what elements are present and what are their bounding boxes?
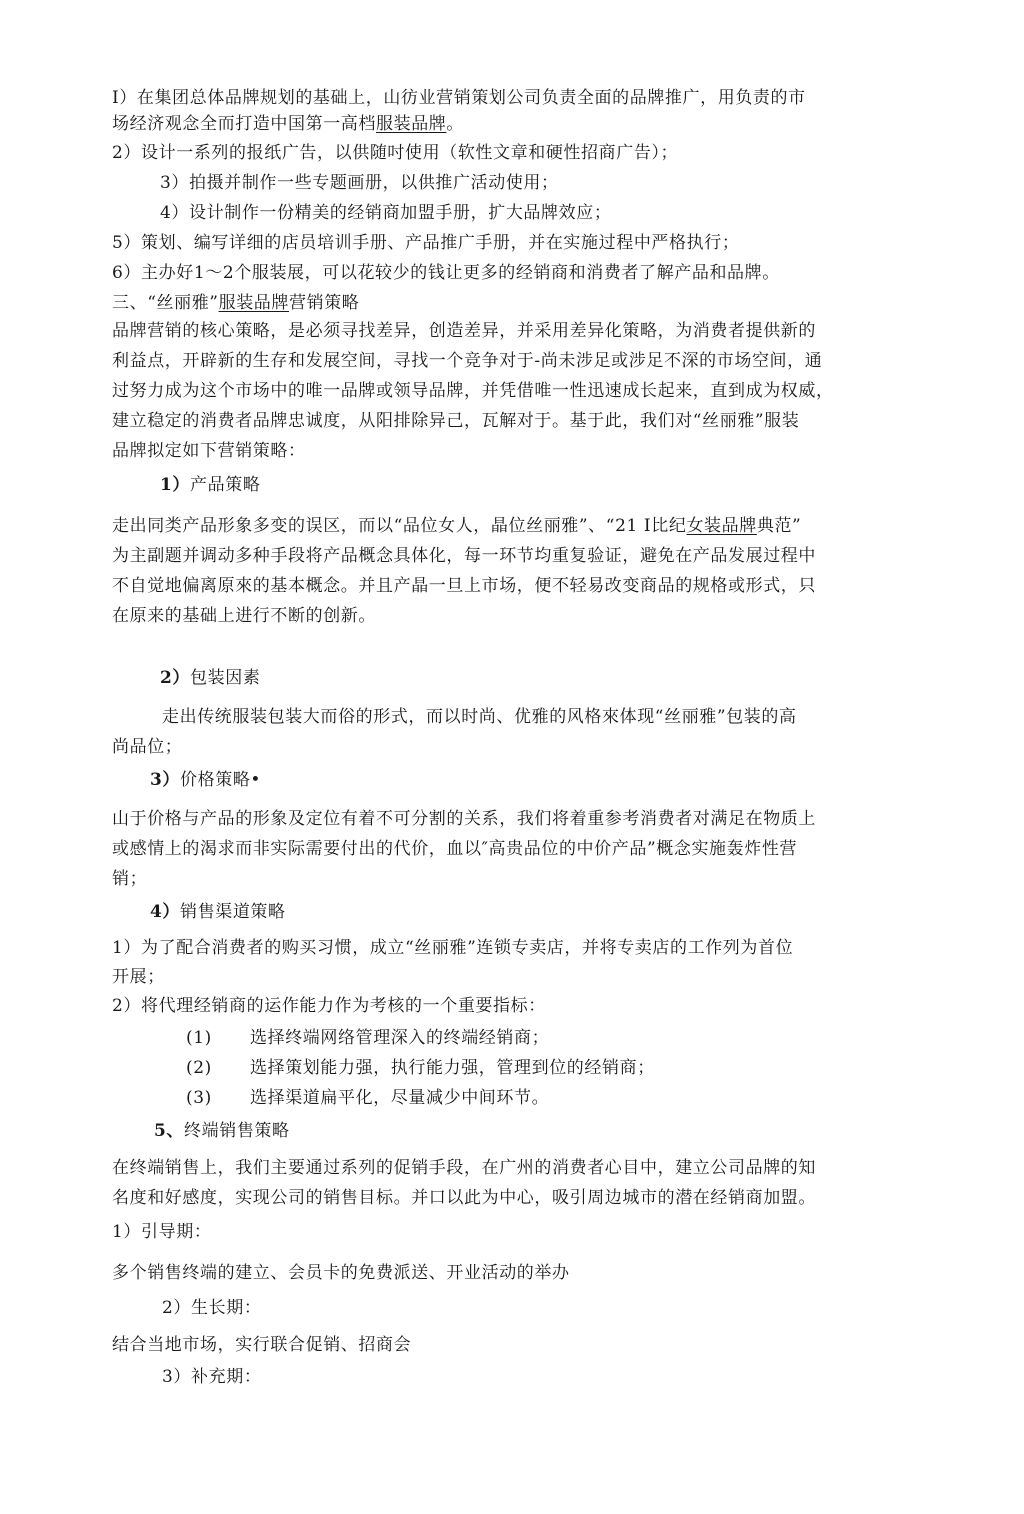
text-run: 走出同类产品形象多变的误区，而以“品位女人，晶位丝丽雅”、“21 I比纪 — [112, 516, 687, 536]
list-item: 2）设计一系列的报纸广告，以供随吋使用（软性文章和硬性招商广告）； — [112, 143, 679, 163]
subheading-text: 终端销售策略 — [184, 1121, 290, 1141]
list-item: 6）主办好1～2个服装展，可以花较少的钱让更多的经销商和消费者了解产品和品牌。 — [112, 263, 780, 283]
list-item: 4）设计制作一份精美的经销商加盟手册，扩大品牌效应； — [160, 203, 612, 223]
paragraph-line: 在终端销售上，我们主要通过系列的促销手段，在广州的消费者心目中，建立公司品牌的知 — [112, 1158, 816, 1178]
subheading-text: 产品策略 — [190, 475, 261, 495]
sub-list-number: (1) — [186, 1028, 212, 1048]
brand-link[interactable]: 服装品牌 — [218, 293, 289, 313]
paragraph-line: 尚品位； — [112, 737, 183, 757]
list-item: 5）策划、编写详细的店员培训手册、产品推广手册，并在实施过程中严格执行； — [112, 233, 740, 253]
subheading — [150, 769, 261, 791]
paragraph-line: 品牌营销的核心策略，是必须寻找差异，创造差异，并采用差异化策略，为消费者提供新的 — [112, 321, 816, 341]
paragraph-line — [112, 113, 464, 135]
list-item: 1）为了配合消费者的购买习惯，成立“丝丽雅”连锁专卖店，并将专卖店的工作列为首位 — [112, 938, 794, 958]
list-item: 2）将代理经销商的运作能力作为考核的一个重要指标： — [112, 996, 546, 1016]
paragraph-line: 结合当地市场，实行联合促销、招商会 — [112, 1335, 412, 1355]
subheading-number: 5、 — [154, 1121, 185, 1141]
brand-link[interactable]: 服装品牌 — [376, 114, 447, 134]
sub-list-text: 选择终端网络管理深入的终端经销商； — [250, 1028, 550, 1048]
subheading — [154, 1120, 290, 1142]
paragraph-line: 名度和好感度，实现公司的销售目标。并口以此为中心，吸引周边城市的潜在经销商加盟。 — [112, 1188, 816, 1208]
sub-list-item — [186, 1057, 655, 1079]
text-run: 场经济观念全而打造中国第一高档 — [112, 114, 376, 134]
text-run: 典范” — [756, 516, 802, 536]
sub-list-item — [186, 1087, 549, 1109]
subheading-number: 3） — [150, 770, 181, 790]
list-item: 3）拍摄并制作一些专题画册，以供推广活动使用； — [160, 173, 559, 193]
brand-link[interactable]: 女装品牌 — [686, 516, 757, 536]
subheading-number: 2） — [160, 668, 191, 688]
subheading-text: 价格策略• — [180, 770, 262, 790]
text-run: 营销策略 — [289, 293, 360, 313]
sub-list-text: 选择策划能力强，执行能力强，管理到位的经销商； — [250, 1058, 655, 1078]
subheading-number: 1） — [160, 475, 191, 495]
section-heading — [112, 292, 359, 314]
sub-list-item — [186, 1027, 549, 1049]
phase-label: 3）补充期： — [162, 1367, 262, 1387]
paragraph-line: 利益点，开辟新的生存和发展空间，寻找一个竞争对于-尚未涉足或涉足不深的市场空间，通 — [112, 351, 823, 371]
sub-list-text: 选择渠道扁平化，尽量减少中间环节。 — [250, 1088, 550, 1108]
phase-label: 2）生长期： — [162, 1298, 262, 1318]
sub-list-number: (2) — [186, 1058, 212, 1078]
paragraph-line: 开展； — [112, 967, 165, 987]
paragraph-line: 销； — [112, 869, 148, 889]
sub-list-number: (3) — [186, 1088, 212, 1108]
phase-label: 1）引导期： — [112, 1222, 212, 1242]
paragraph-line: 建立稳定的消费者品牌忠诚度，从阳排除异己，瓦解对于。基于此，我们对“丝丽雅”服装 — [112, 411, 800, 431]
paragraph-line: 品牌拟定如下营销策略： — [112, 441, 306, 461]
paragraph-line — [112, 515, 801, 537]
paragraph-line: 或感情上的渴求而非实际需要付出的代价，血以″高贵品位的中价产品”概念实施轰炸性营 — [112, 839, 798, 859]
text-run: 。 — [446, 114, 465, 134]
subheading-number: 4） — [150, 902, 181, 922]
paragraph-line: I）在集团总体品牌规划的基础上，山彷业营销策划公司负责全面的品牌推广，用负责的市 — [112, 88, 806, 108]
paragraph-line: 走出传统服装包装大而俗的形式，而以时尚、优雅的风格來体现“丝丽雅”包装的高 — [162, 707, 797, 727]
paragraph-line: 在原来的基础上进行不断的创新。 — [112, 606, 376, 626]
paragraph-line: 过努力成为这个市场中的唯一品牌或领导品牌，并凭借唯一性迅速成长起来，直到成为权威， — [112, 381, 834, 401]
subheading — [160, 667, 260, 689]
subheading-text: 包装因素 — [190, 668, 261, 688]
subheading-text: 销售渠道策略 — [180, 902, 286, 922]
subheading — [160, 474, 260, 496]
text-run: 三、“丝丽雅” — [112, 293, 219, 313]
paragraph-line: 山于价格与产品的形象及定位有着不可分割的关系，我们将着重参考消费者对满足在物质上 — [112, 809, 816, 829]
paragraph-line: 不自觉地偏离原來的基本概念。并且产晶一旦上市场，便不轻易改变商品的规格或形式，只 — [112, 576, 816, 596]
paragraph-line: 多个销售终端的建立、会员卡的免费派送、开业活动的举办 — [112, 1263, 570, 1283]
paragraph-line: 为主副题并调动多种手段将产品概念具体化，每一环节均重复验证，避免在产品发展过程中 — [112, 546, 816, 566]
subheading — [150, 901, 286, 923]
